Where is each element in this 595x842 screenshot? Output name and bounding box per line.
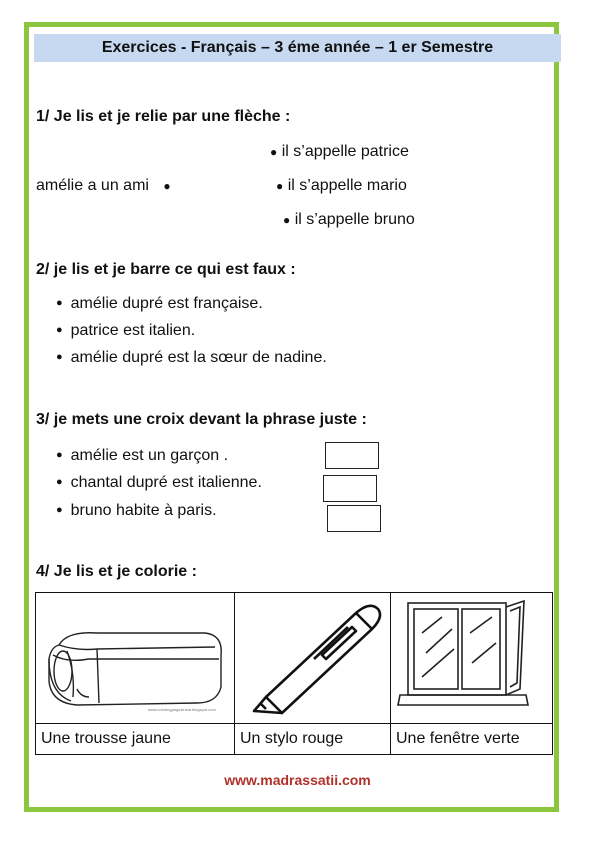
pen-icon [236, 593, 389, 718]
q1-left-text: amélie a un ami [36, 177, 149, 194]
pencil-case-icon [37, 593, 233, 718]
q2-title: 2/ je lis et je barre ce qui est faux : [36, 261, 296, 278]
label-pen: Un stylo rouge [235, 724, 391, 755]
q1-option-2: ● il s’appelle mario [276, 177, 407, 194]
q3-title: 3/ je mets une croix devant la phrase juste : [36, 411, 367, 428]
label-window: Une fenêtre verte [391, 724, 553, 755]
answer-checkbox-1[interactable] [325, 442, 379, 469]
q3-item: ● bruno habite à paris. [56, 502, 217, 520]
q3-item: ● amélie est un garçon . [56, 447, 228, 465]
q1-option-1: ● il s’appelle patrice [270, 143, 409, 160]
q4-title: 4/ Je lis et je colorie : [36, 563, 197, 580]
label-pencil-case: Une trousse jaune [36, 724, 235, 755]
q2-item: ● patrice est italien. [56, 322, 195, 340]
window-icon [392, 593, 552, 718]
bullet-dot-icon: ● [283, 213, 291, 227]
bullet-dot-icon: ● [270, 145, 278, 159]
q1-title: 1/ Je lis et je relie par une flèche : [36, 108, 291, 125]
footer-website-link[interactable]: www.madrassatii.com [224, 772, 371, 788]
bullet-dot-icon: ● [276, 179, 284, 193]
pen-cell [235, 593, 391, 724]
q1-left-sentence [36, 177, 171, 195]
answer-checkbox-2[interactable] [323, 475, 377, 502]
q2-item: ● amélie dupré est française. [56, 295, 263, 313]
q2-item: ● amélie dupré est la sœur de nadine. [56, 349, 327, 367]
pencil-case-cell [36, 593, 235, 724]
page-title: Exercices - Français – 3 éme année – 1 er Semestre [34, 34, 561, 62]
q3-item: ● chantal dupré est italienne. [56, 474, 262, 492]
q1-option-3: ● il s’appelle bruno [283, 211, 415, 228]
bullet-dot-icon: ● [163, 179, 171, 193]
image-credit: www.coloringpagesinsta.blogspot.com [148, 707, 216, 712]
coloring-table [35, 592, 553, 755]
window-cell [391, 593, 553, 724]
answer-checkbox-3[interactable] [327, 505, 381, 532]
